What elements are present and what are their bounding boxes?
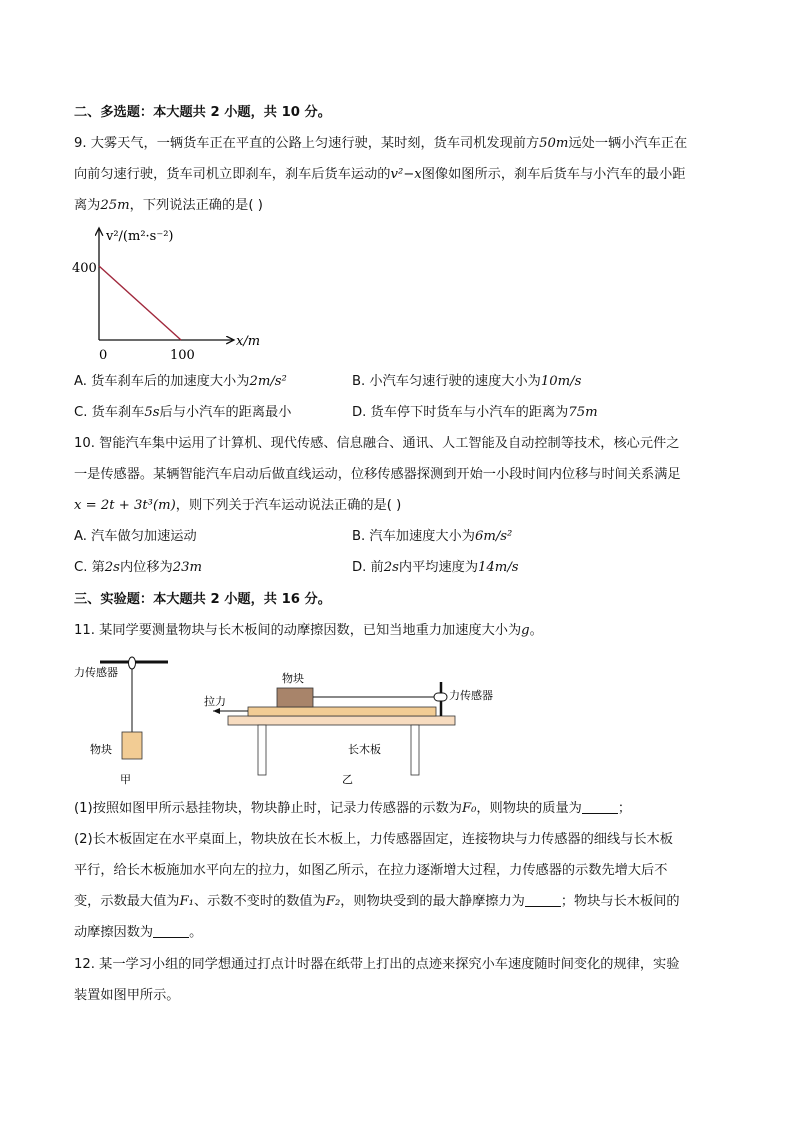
q11-part2-line-3 — [74, 892, 680, 912]
q9-math: 50m — [539, 136, 569, 151]
graph-y-tick: 400 — [72, 261, 97, 276]
fig-b-block-label: 物块 — [282, 672, 304, 685]
q9-text: 离为 — [74, 198, 101, 213]
option-math: 75m — [568, 405, 598, 420]
q11-part2-line-1: (2)长木板固定在水平桌面上，物块放在长木板上，力传感器固定，连接物块与力传感器的细线与长木板 — [74, 832, 673, 847]
option-text: D. 前 — [352, 560, 384, 575]
q11-math: F₀ — [461, 801, 477, 816]
q10-option-b[interactable] — [352, 527, 512, 547]
graph-y-label: v²/(m²·s⁻²) — [106, 229, 174, 244]
fig-b-table-leg-left — [258, 725, 266, 775]
fig-a-sensor-label: 力传感器 — [74, 666, 118, 679]
q11-part2-line-4 — [74, 923, 202, 943]
graph-origin-label: 0 — [99, 348, 108, 363]
q11-math: g — [521, 623, 530, 638]
answer-blank[interactable] — [525, 892, 561, 907]
option-math: 23m — [172, 560, 202, 575]
q9-text: 远处一辆小汽车正在 — [568, 136, 688, 151]
q11-apparatus-figure — [70, 652, 493, 792]
q11-math: F₂ — [325, 894, 341, 909]
q11-text: (1)按照如图甲所示悬挂物块，物块静止时，记录力传感器的示数为 — [74, 801, 462, 816]
fig-b-caption: 乙 — [342, 773, 353, 786]
q9-option-c[interactable] — [74, 403, 291, 423]
q11-line-1 — [74, 621, 543, 641]
q11-text: ，则物块受到的最大静摩擦力为 — [340, 894, 525, 909]
answer-blank[interactable] — [153, 923, 189, 938]
option-text: A. 货车刹车后的加速度大小为 — [74, 374, 250, 389]
q10-option-d[interactable] — [352, 558, 519, 578]
q9-option-d[interactable] — [352, 403, 598, 423]
q10-line-3 — [74, 496, 401, 516]
q9-line-1 — [74, 134, 687, 154]
graph-data-line — [99, 266, 181, 340]
fig-b-pull-arrowhead — [213, 708, 220, 714]
q10-line-1: 10. 智能汽车集中运用了计算机、现代传感、信息融合、通讯、人工智能及自动控制等技术，核心元件之 — [74, 436, 680, 451]
fig-a-caption: 甲 — [120, 773, 131, 786]
q10-option-a[interactable] — [74, 527, 197, 547]
q11-text: 变，示数最大值为 — [74, 894, 180, 909]
q11-part2-line-2: 平行，给长木板施加水平向左的拉力，如图乙所示，在拉力逐渐增大过程，力传感器的示数先增大后不 — [74, 863, 668, 878]
option-text: A. 汽车做匀加速运动 — [74, 529, 197, 544]
option-text: 后与小汽车的距离最小 — [159, 405, 292, 420]
fig-b-table-top — [228, 716, 455, 725]
q9-line-2 — [74, 165, 685, 185]
q10-option-c[interactable] — [74, 558, 202, 578]
option-text: 内位移为 — [119, 560, 173, 575]
q9-option-a[interactable] — [74, 372, 287, 392]
q9-math: v²−x — [390, 167, 422, 182]
option-math: 10m/s — [540, 374, 582, 389]
option-math: 6m/s² — [474, 529, 513, 544]
q10-text: ，则下列关于汽车运动说法正确的是( ) — [175, 498, 402, 513]
q9-text: 向前匀速行驶，货车司机立即刹车，刹车后货车运动的 — [74, 167, 391, 182]
q9-option-b[interactable] — [352, 372, 581, 392]
q9-math: 25m — [100, 198, 130, 213]
option-text: B. 汽车加速度大小为 — [352, 529, 475, 544]
option-math: 2s — [104, 560, 120, 575]
option-text: 内平均速度为 — [398, 560, 479, 575]
q9-text: ，下列说法正确的是( ) — [129, 198, 263, 213]
q9-v2-x-graph — [66, 222, 296, 366]
fig-a-block-label: 物块 — [90, 743, 112, 756]
fig-b-board-label: 长木板 — [348, 743, 381, 756]
q12-line-2: 装置如图甲所示。 — [74, 988, 180, 1003]
option-math: 2m/s² — [249, 374, 287, 389]
fig-b-long-board — [248, 707, 436, 716]
fig-b-sensor-label: 力传感器 — [449, 689, 493, 702]
q11-part1 — [74, 799, 631, 819]
option-math: 5s — [144, 405, 160, 420]
fig-a-sensor — [129, 657, 136, 669]
q11-text: 11. 某同学要测量物块与长木板间的动摩擦因数，已知当地重力加速度大小为 — [74, 623, 522, 638]
option-text: B. 小汽车匀速行驶的速度大小为 — [352, 374, 541, 389]
q11-text: ，则物块的质量为 — [476, 801, 582, 816]
option-math: 14m/s — [478, 560, 519, 575]
q11-text: 、示数不变时的数值为 — [193, 894, 326, 909]
fig-b-pull-label: 拉力 — [204, 695, 226, 708]
fig-b-sensor — [434, 693, 447, 701]
section-multi-choice-header: 二、多选题：本大题共 2 小题，共 10 分。 — [74, 105, 331, 120]
graph-x-label: x/m — [236, 334, 261, 349]
q11-text: 。 — [529, 623, 543, 638]
option-math: 2s — [383, 560, 399, 575]
q11-text: 。 — [189, 925, 203, 940]
q9-line-3 — [74, 196, 263, 216]
q10-line-2: 一是传感器。某辆智能汽车启动后做直线运动，位移传感器探测到开始一小段时间内位移与时间关系满足 — [74, 467, 681, 482]
q11-text: 动摩擦因数为 — [74, 925, 154, 940]
q11-math: F₁ — [179, 894, 194, 909]
fig-a-block — [122, 732, 142, 759]
q12-line-1: 12. 某一学习小组的同学想通过打点计时器在纸带上打出的点迹来探究小车速度随时间变化的规律，实验 — [74, 957, 680, 972]
fig-b-table-leg-right — [411, 725, 419, 775]
option-text: C. 货车刹车 — [74, 405, 145, 420]
q11-text: ； — [617, 801, 632, 816]
answer-blank[interactable] — [582, 799, 618, 814]
q9-text: 图像如图所示，刹车后货车与小汽车的最小距 — [421, 167, 686, 182]
q11-text: ；物块与长木板间的 — [560, 894, 680, 909]
q9-text: 9. 大雾天气，一辆货车正在平直的公路上匀速行驶，某时刻，货车司机发现前方 — [74, 136, 540, 151]
section-experiment-header: 三、实验题：本大题共 2 小题，共 16 分。 — [74, 592, 331, 607]
fig-b-block — [277, 688, 313, 707]
option-text: C. 第 — [74, 560, 105, 575]
option-text: D. 货车停下时货车与小汽车的距离为 — [352, 405, 569, 420]
graph-x-tick: 100 — [170, 348, 195, 363]
q10-math: x = 2t + 3t³(m) — [74, 498, 176, 513]
